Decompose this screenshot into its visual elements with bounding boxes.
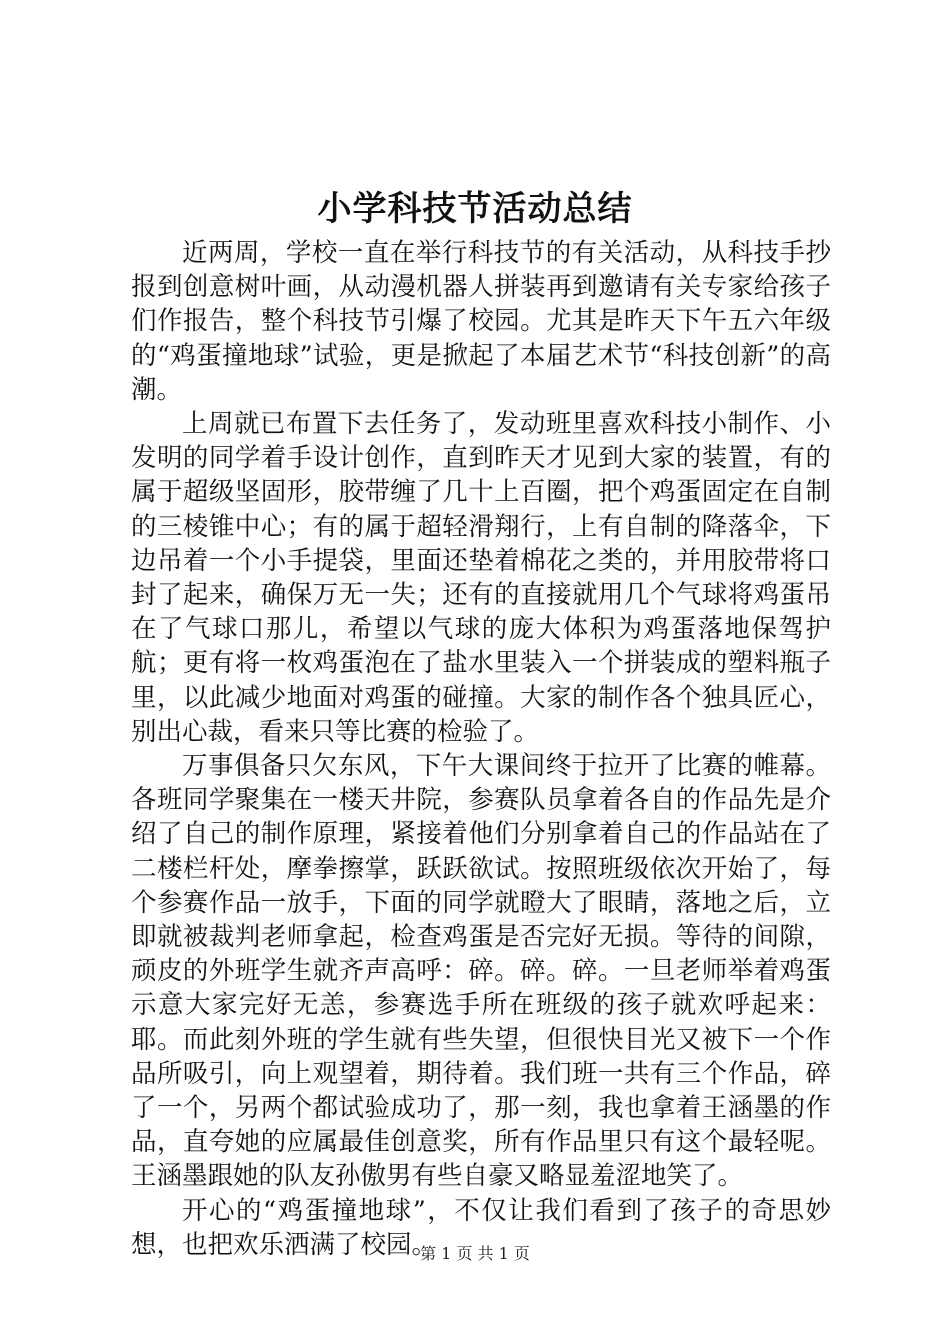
paragraph: 开心的“鸡蛋撞地球”，不仅让我们看到了孩子的奇思妙想，也把欢乐洒满了校园。 <box>131 1195 831 1260</box>
paragraph: 近两周，学校一直在举行科技节的有关活动，从科技手抄报到创意树叶画，从动漫机器人拼装再到邀请有关专家给孩子们作报告，整个科技节引爆了校园。尤其是昨天下午五六年级的“鸡蛋撞地球”试验，更是掀起了本届艺术节“科技创新”的高潮。 <box>131 238 831 405</box>
paragraph: 上周就已布置下去任务了，发动班里喜欢科技小制作、小发明的同学着手设计创作，直到昨天才见到大家的装置，有的属于超级坚固形，胶带缠了几十上百圈，把个鸡蛋固定在自制的三棱锥中心；有的属于超轻滑翔行，上有自制的降落伞，下边吊着一个小手提袋，里面还垫着棉花之类的，并用胶带将口封了起来，确保万无一失；还有的直接就用几个气球将鸡蛋吊在了气球口那儿，希望以气球的庞大体积为鸡蛋落地保驾护航；更有将一枚鸡蛋泡在了盐水里装入一个拼装成的塑料瓶子里，以此减少地面对鸡蛋的碰撞。大家的制作各个独具匠心，别出心裁，看来只等比赛的检验了。 <box>131 409 831 747</box>
page-number-footer: 第 1 页 共 1 页 <box>420 1244 530 1263</box>
paragraph: 万事俱备只欠东风，下午大课间终于拉开了比赛的帷幕。各班同学聚集在一楼天井院，参赛队员拿着各自的作品先是介绍了自己的制作原理，紧接着他们分别拿着自己的作品站在了二楼栏杆处，摩拳擦掌，跃跃欲试。按照班级依次开始了，每个参赛作品一放手，下面的同学就瞪大了眼睛，落地之后，立即就被裁判老师拿起，检查鸡蛋是否完好无损。等待的间隙，顽皮的外班学生就齐声高呼：碎。碎。碎。一旦老师举着鸡蛋示意大家完好无恙，参赛选手所在班级的孩子就欢呼起来：耶。而此刻外班的学生就有些失望，但很快目光又被下一个作品所吸引，向上观望着，期待着。我们班一共有三个作品，碎了一个，另两个都试验成功了，那一刻，我也拿着王涵墨的作品，直夸她的应属最佳创意奖，所有作品里只有这个最轻呢。王涵墨跟她的队友孙傲男有些自豪又略显羞涩地笑了。 <box>131 751 831 1192</box>
document-body <box>131 236 831 1262</box>
document-title: 小学科技节活动总结 <box>317 189 633 229</box>
